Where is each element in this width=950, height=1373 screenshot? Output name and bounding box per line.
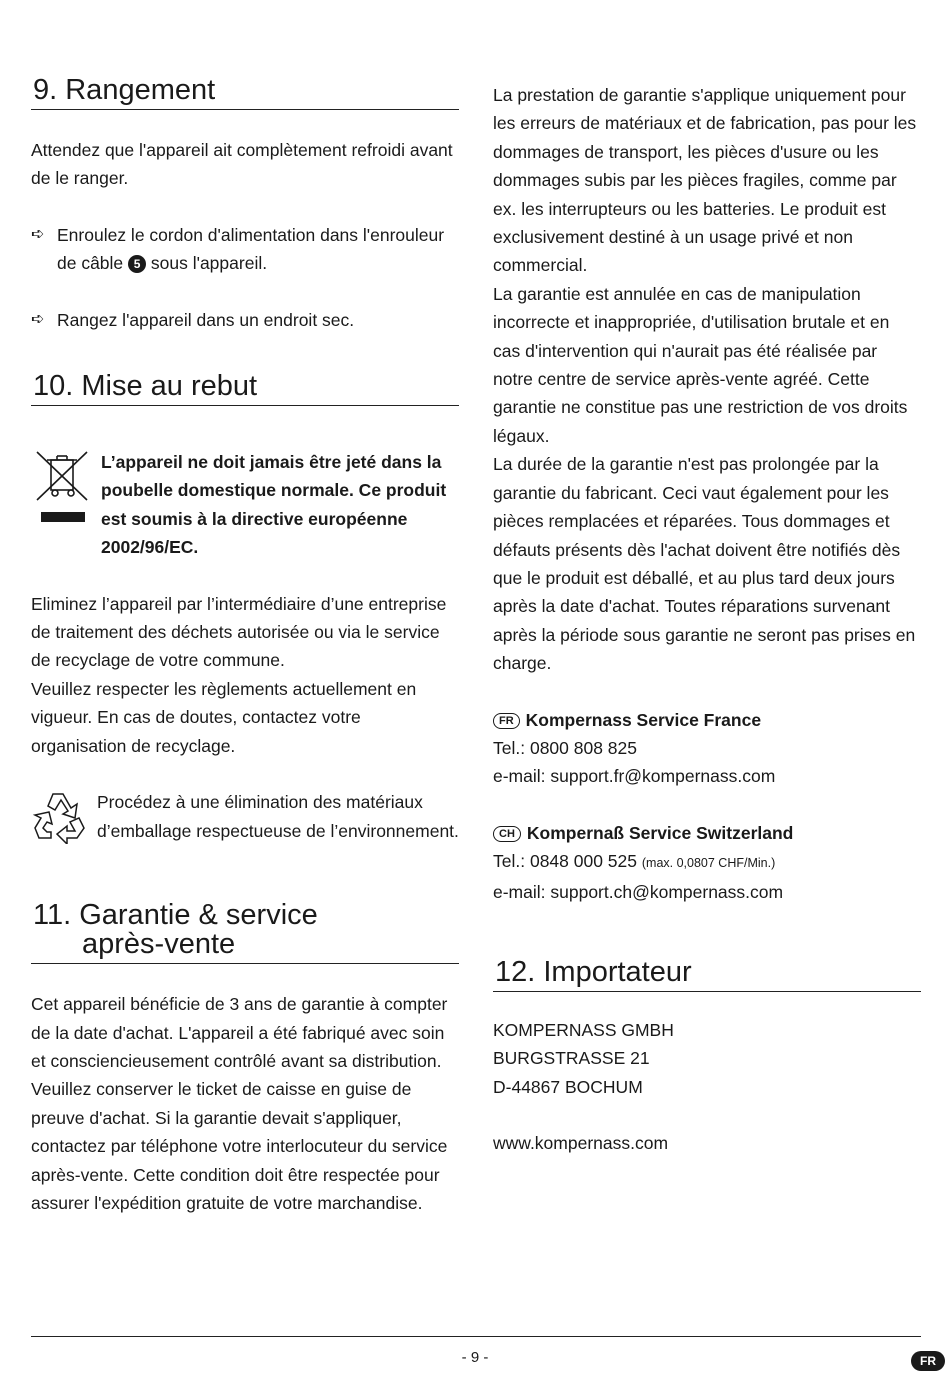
section-11-title: 11. Garantie & service après-vente (31, 895, 459, 964)
part-number-badge: 5 (128, 255, 146, 273)
footer-divider (31, 1336, 921, 1337)
warranty-paragraph: La garantie est annulée en cas de manipulation incorrecte et inappropriée, d'utilisation brutale et en cas d'intervention qui n'aurait pas été réalisée par notre centre de service après-vente agréé. Cette garantie ne constitue pas une restriction de vos droits légaux. (493, 283, 908, 446)
page-number: - 9 - (461, 1349, 489, 1366)
warranty-paragraph: Cet appareil bénéficie de 3 ans de garantie à compter de la date d'achat. L'appareil a été fabriqué avec soin et consciencieusement contrôlé avant sa distribution. Veuillez conserver le ticket de caisse en guise de preuve d'achat. Si la garantie devait s'appliquer, contactez par téléphone votre interlocuteur du service après-vente. Cette condition doit être respectée pour assurer l'expédition gratuite de votre marchandise. (31, 994, 448, 1213)
bullet-text: Rangez l'appareil dans un endroit sec. (57, 309, 355, 330)
bullet-item (31, 221, 459, 278)
warranty-paragraph: La durée de la garantie n'est pas prolongée par la garantie du fabricant. Ceci vaut également pour les pièces remplacées et réparées. Tous dommages et défauts présents dès l'achat doivent être notifiés dès que le produit est déballé, et au plus tard deux jours après la date d'achat. Toutes réparations survenant après la période sous garantie ne seront pas prises en charge. (493, 454, 916, 674)
importer-website: www.kompernass.com (493, 1133, 669, 1154)
section-9-title: 9. Rangement (31, 70, 459, 110)
disposal-paragraph: Eliminez l’appareil par l’intermédiaire d’une entreprise de traitement des déchets autorisée ou via le service de recyclage de votre commune. (31, 593, 447, 671)
service-france (493, 706, 921, 791)
country-badge-ch: CH (493, 826, 521, 842)
bullet-item (31, 306, 459, 334)
disposal-warning (31, 448, 459, 562)
service-switzerland (493, 819, 921, 906)
recycle-text: Procédez à une élimination des matériaux d’emballage respectueuse de l’environnement. (97, 792, 459, 841)
tel-rate-note: (max. 0,0807 CHF/Min.) (641, 856, 776, 871)
importer-address: KOMPERNASS GMBH BURGSTRASSE 21 D-44867 BOCHUM www.kompernass.com (493, 1016, 921, 1158)
section-12-title: 12. Importateur (493, 952, 921, 992)
service-name: Kompernaß Service Switzerland (526, 822, 794, 843)
language-badge: FR (911, 1351, 945, 1371)
crossed-bin-icon (31, 448, 101, 562)
disposal-paragraph: Veuillez respecter les règlements actuellement en vigueur. En cas de doutes, contactez votre organisation de recyclage. (31, 678, 417, 756)
recycle-icon (31, 788, 97, 849)
section-10-title: 10. Mise au rebut (31, 366, 459, 406)
left-column (31, 70, 459, 1217)
disposal-warning-text: L’appareil ne doit jamais être jeté dans la poubelle domestique normale. Ce produit est soumis à la directive européenne 2002/96/EC. (101, 452, 447, 558)
section-9-intro: Attendez que l'appareil ait complètement refroidi avant de le ranger. (31, 140, 453, 189)
bullet-text: Enroulez le cordon d'alimentation dans l'enrouleur de câble 5 sous l'appareil. (57, 224, 445, 274)
arrow-icon: ➪ (31, 225, 45, 243)
country-badge-fr: FR (493, 713, 520, 729)
service-email: e-mail: support.ch@kompernass.com (493, 881, 784, 902)
recycle-note (31, 788, 459, 849)
right-column (493, 81, 921, 1158)
warranty-paragraph: La prestation de garantie s'applique uniquement pour les erreurs de matériaux et de fabrication, pas pour les dommages de transport, les pièces d'usure ou les dommages subis par les pièces fragiles, comme par ex. les interrupteurs ou les batteries. Le produit est exclusivement destiné à un usage privé et non commercial. (493, 85, 917, 276)
service-tel: Tel.: 0848 000 525 (max. 0,0807 CHF/Min.) (493, 851, 776, 872)
service-tel: Tel.: 0800 808 825 (493, 737, 638, 758)
service-name: Kompernass Service France (525, 709, 762, 730)
service-email: e-mail: support.fr@kompernass.com (493, 766, 776, 787)
arrow-icon: ➪ (31, 310, 45, 328)
